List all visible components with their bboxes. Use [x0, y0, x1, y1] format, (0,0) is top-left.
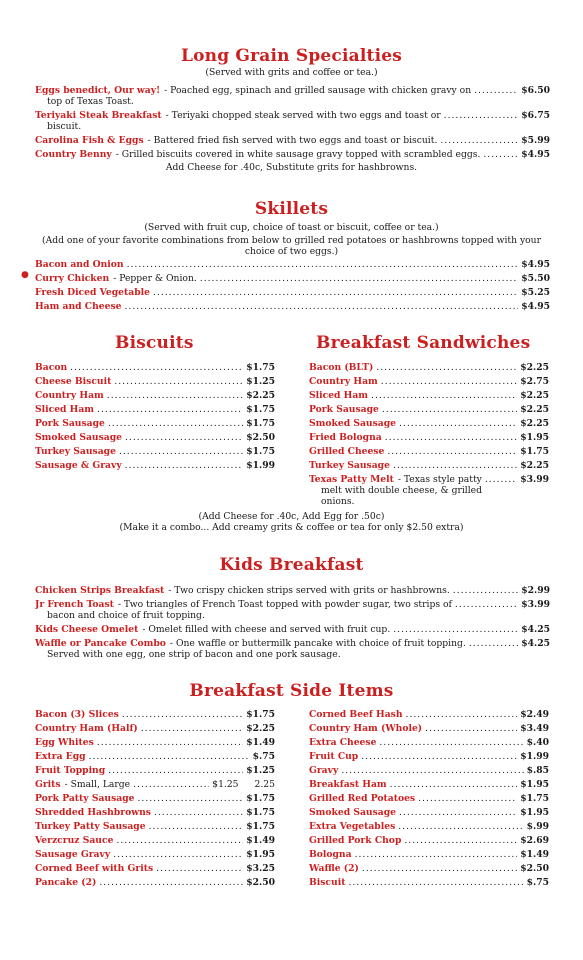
menu-item — [309, 863, 549, 874]
item-name: Verzcruz Sauce — [35, 835, 114, 846]
menu-item — [35, 807, 275, 818]
item-price: $1.25 — [246, 376, 275, 387]
item-name: Waffle or Pancake Combo — [35, 638, 166, 649]
item-description: - Two triangles of French Toast topped with powder sugar, two strips of — [117, 599, 452, 610]
item-name: Fried Bologna — [309, 432, 382, 443]
item-name: Sliced Ham — [309, 390, 369, 401]
leader-dots — [453, 585, 518, 596]
leader-dots — [108, 765, 243, 776]
leader-dots — [149, 821, 244, 832]
menu-item — [35, 287, 550, 298]
item-description: - Pepper & Onion. — [113, 273, 197, 284]
item-price: $1.75 — [246, 362, 275, 373]
menu-item — [309, 849, 549, 860]
item-price: $1.49 — [246, 737, 275, 748]
menu-item — [309, 751, 549, 762]
kids-title: Kids Breakfast — [219, 555, 364, 575]
item-name: Shredded Hashbrowns — [35, 807, 151, 818]
leader-dots — [440, 135, 518, 146]
item-price-small: $1.25 — [212, 779, 239, 790]
leader-dots — [108, 418, 243, 429]
leader-dots — [125, 432, 243, 443]
item-name: Bacon (BLT) — [309, 362, 374, 373]
item-name: Gravy — [309, 765, 339, 776]
item-price: $.75 — [252, 751, 275, 762]
menu-item — [35, 849, 275, 860]
menu-item — [309, 779, 549, 790]
long-grain-title: Long Grain Specialties — [180, 46, 403, 66]
item-price: $1.75 — [246, 446, 275, 457]
item-name: Country Ham (Half) — [35, 723, 138, 734]
leader-dots — [399, 418, 517, 429]
item-price: $2.25 — [520, 404, 549, 415]
leader-dots — [156, 863, 243, 874]
menu-item — [309, 404, 549, 415]
item-name: Pancake (2) — [35, 877, 97, 888]
item-name: Turkey Sausage — [35, 446, 116, 457]
leader-dots — [138, 793, 244, 804]
item-price: $3.25 — [246, 863, 275, 874]
menu-item — [35, 404, 275, 415]
leader-dots — [127, 259, 519, 270]
item-price: $1.49 — [520, 849, 549, 860]
skillets-note-2: (Add one of your favorite combinations from below to grilled red potatoes or hashbrowns topped with your choice of two eggs.) — [42, 235, 541, 257]
menu-item — [35, 638, 550, 649]
item-price: $5.99 — [521, 135, 550, 146]
item-price: 2.25 — [254, 779, 275, 790]
menu-item — [35, 585, 550, 596]
menu-item — [35, 793, 275, 804]
menu-item — [35, 723, 275, 734]
item-name: Smoked Sausage — [309, 807, 396, 818]
item-price: $2.50 — [246, 877, 275, 888]
item-price: $1.75 — [246, 807, 275, 818]
leader-dots — [133, 779, 209, 790]
menu-item — [309, 793, 549, 804]
menu-item — [35, 821, 275, 832]
item-name: Corned Beef with Grits — [35, 863, 154, 874]
menu-item — [309, 446, 549, 457]
leader-dots — [382, 404, 517, 415]
item-price: $2.25 — [520, 418, 549, 429]
item-name: Waffle (2) — [309, 863, 359, 874]
leader-dots — [455, 599, 518, 610]
leader-dots — [119, 446, 243, 457]
item-price: $1.75 — [246, 821, 275, 832]
menu-item — [309, 835, 549, 846]
item-price: $4.25 — [521, 624, 550, 635]
item-name: Teriyaki Steak Breakfast — [35, 110, 162, 121]
item-name: Jr French Toast — [35, 599, 114, 610]
item-price: $1.95 — [246, 849, 275, 860]
item-price: $1.75 — [520, 793, 549, 804]
item-price: $1.95 — [520, 807, 549, 818]
item-price: $4.95 — [521, 301, 550, 312]
long-grain-footnote: Add Cheese for .40c, Substitute grits for hashbrowns. — [165, 162, 418, 173]
item-price: $2.25 — [520, 362, 549, 373]
leader-dots — [393, 460, 517, 471]
item-description-cont: onions. — [321, 496, 355, 507]
leader-dots — [99, 877, 243, 888]
item-price: $3.99 — [521, 599, 550, 610]
leader-dots — [122, 709, 243, 720]
biscuits-title: Biscuits — [115, 333, 194, 353]
item-price: $1.25 — [246, 765, 275, 776]
leader-dots — [390, 779, 518, 790]
item-price: $1.95 — [520, 432, 549, 443]
item-name: Chicken Strips Breakfast — [35, 585, 165, 596]
leader-dots — [371, 390, 517, 401]
item-name: Carolina Fish & Eggs — [35, 135, 144, 146]
leader-dots — [418, 793, 517, 804]
leader-dots — [387, 446, 517, 457]
item-price: $1.99 — [246, 460, 275, 471]
leader-dots — [404, 835, 517, 846]
item-name: Sausage Gravy — [35, 849, 111, 860]
item-price: $3.99 — [520, 474, 549, 485]
item-price: $3.49 — [520, 723, 549, 734]
leader-dots — [444, 110, 519, 121]
leader-dots — [97, 737, 243, 748]
skillets-note-1: (Served with fruit cup, choice of toast or biscuit, coffee or tea.) — [144, 222, 439, 233]
item-price: $.40 — [526, 737, 549, 748]
menu-item — [309, 877, 549, 888]
leader-dots — [362, 863, 517, 874]
item-name: Ham and Cheese — [35, 301, 122, 312]
leader-dots — [399, 807, 517, 818]
item-price: $4.95 — [521, 259, 550, 270]
leader-dots — [379, 737, 523, 748]
item-price: $4.95 — [521, 149, 550, 160]
menu-item — [35, 110, 550, 121]
item-description: - Teriyaki chopped steak served with two eggs and toast or — [165, 110, 441, 121]
item-name: Kids Cheese Omelet — [35, 624, 139, 635]
item-name: Smoked Sausage — [309, 418, 396, 429]
menu-item — [309, 432, 549, 443]
long-grain-subtitle: (Served with grits and coffee or tea.) — [205, 67, 378, 78]
item-name: Grilled Red Potatoes — [309, 793, 416, 804]
menu-item — [35, 85, 550, 96]
item-name: Country Benny — [35, 149, 112, 160]
menu-item — [35, 301, 550, 312]
leader-dots — [70, 362, 243, 373]
sandwiches-title: Breakfast Sandwiches — [316, 333, 531, 353]
item-price: $2.25 — [246, 723, 275, 734]
leader-dots — [376, 362, 517, 373]
item-price: $2.49 — [520, 709, 549, 720]
menu-item — [35, 835, 275, 846]
leader-dots — [153, 287, 518, 298]
leader-dots — [113, 849, 243, 860]
item-price: $2.50 — [520, 863, 549, 874]
item-price: $2.25 — [520, 390, 549, 401]
item-name: Bacon and Onion — [35, 259, 124, 270]
menu-item — [35, 751, 275, 762]
leader-dots — [348, 877, 523, 888]
item-name: Pork Sausage — [35, 418, 105, 429]
item-name: Corned Beef Hash — [309, 709, 403, 720]
menu-item — [35, 460, 275, 471]
skillets-title: Skillets — [254, 199, 329, 219]
item-name: Country Ham (Whole) — [309, 723, 423, 734]
leader-dots — [125, 301, 519, 312]
item-price: $.99 — [526, 821, 549, 832]
menu-item — [35, 259, 550, 270]
leader-dots — [154, 807, 243, 818]
item-name: Egg Whites — [35, 737, 94, 748]
item-description: - Small, Large — [64, 779, 131, 790]
item-name: Sausage & Gravy — [35, 460, 122, 471]
menu-item — [309, 390, 549, 401]
item-price: $1.75 — [246, 418, 275, 429]
item-price: $2.75 — [520, 376, 549, 387]
leader-dots — [469, 638, 518, 649]
item-price: $2.99 — [521, 585, 550, 596]
sides-title: Breakfast Side Items — [189, 681, 394, 701]
item-name: Extra Vegetables — [309, 821, 396, 832]
menu-item — [35, 446, 275, 457]
item-description: - Poached egg, spinach and grilled sausage with chicken gravy on — [164, 85, 472, 96]
item-price: $2.50 — [246, 432, 275, 443]
leader-dots — [116, 835, 243, 846]
item-price: $2.69 — [520, 835, 549, 846]
item-description: - Two crispy chicken strips served with grits or hashbrowns. — [168, 585, 450, 596]
menu-item — [35, 418, 275, 429]
item-price: $4.25 — [521, 638, 550, 649]
item-price: $1.75 — [246, 404, 275, 415]
menu-item — [309, 709, 549, 720]
item-description-cont: melt with double cheese, & grilled — [321, 485, 482, 496]
item-price: $1.75 — [520, 446, 549, 457]
leader-dots — [485, 474, 517, 485]
item-name: Turkey Patty Sausage — [35, 821, 146, 832]
item-description: - One waffle or buttermilk pancake with choice of fruit topping. — [169, 638, 466, 649]
item-description-cont: Served with one egg, one strip of bacon and one pork sausage. — [47, 649, 341, 660]
menu-item — [35, 877, 275, 888]
item-name: Biscuit — [309, 877, 346, 888]
item-price: $5.25 — [521, 287, 550, 298]
item-name: Bacon (3) Slices — [35, 709, 119, 720]
leader-dots — [107, 390, 243, 401]
menu-item — [35, 863, 275, 874]
item-price: $1.95 — [520, 779, 549, 790]
leader-dots — [425, 723, 517, 734]
chili-pepper-icon: ● — [21, 270, 29, 280]
item-name: Fruit Topping — [35, 765, 106, 776]
item-name: Grilled Cheese — [309, 446, 385, 457]
leader-dots — [393, 624, 518, 635]
item-name: Turkey Sausage — [309, 460, 390, 471]
leader-dots — [125, 460, 244, 471]
item-description-cont: top of Texas Toast. — [47, 96, 134, 107]
item-price: $.85 — [526, 765, 549, 776]
sandwiches-note-1: (Add Cheese for .40c, Add Egg for .50c) — [198, 511, 385, 522]
leader-dots — [483, 149, 518, 160]
item-name: Country Ham — [309, 376, 378, 387]
menu-item — [35, 709, 275, 720]
menu-item — [309, 723, 549, 734]
leader-dots — [381, 376, 517, 387]
leader-dots — [398, 821, 523, 832]
item-price: $5.50 — [521, 273, 550, 284]
menu-item — [35, 624, 550, 635]
item-description: - Omelet filled with cheese and served with fruit cup. — [142, 624, 391, 635]
item-price: $2.25 — [520, 460, 549, 471]
leader-dots — [474, 85, 518, 96]
item-description: - Battered fried fish served with two eggs and toast or biscuit. — [147, 135, 438, 146]
item-name: Pork Sausage — [309, 404, 379, 415]
leader-dots — [385, 432, 517, 443]
item-name: Extra Cheese — [309, 737, 377, 748]
item-name: Grits — [35, 779, 61, 790]
item-name: Smoked Sausage — [35, 432, 122, 443]
item-description: - Grilled biscuits covered in white sausage gravy topped with scrambled eggs. — [115, 149, 481, 160]
item-name: Breakfast Ham — [309, 779, 387, 790]
item-price: $6.50 — [521, 85, 550, 96]
menu-item — [35, 135, 550, 146]
menu-item — [35, 149, 550, 160]
menu-item — [35, 432, 275, 443]
menu-item — [309, 460, 549, 471]
item-name: Texas Patty Melt — [309, 474, 394, 485]
menu-item — [309, 765, 549, 776]
menu-item — [309, 376, 549, 387]
leader-dots — [406, 709, 518, 720]
sandwiches-note-2: (Make it a combo... Add creamy grits & coffee or tea for only $2.50 extra) — [119, 522, 464, 533]
menu-item — [35, 779, 275, 790]
menu-item — [309, 362, 549, 373]
item-price: $.75 — [526, 877, 549, 888]
menu-item — [309, 737, 549, 748]
menu-item — [35, 376, 275, 387]
item-price: $2.25 — [246, 390, 275, 401]
item-price: $1.49 — [246, 835, 275, 846]
item-name: Cheese Biscuit — [35, 376, 112, 387]
item-name: Fresh Diced Vegetable — [35, 287, 150, 298]
item-price: $1.75 — [246, 709, 275, 720]
menu-item — [35, 390, 275, 401]
item-description: - Texas style patty — [397, 474, 482, 485]
menu-item — [35, 765, 275, 776]
item-name: Sliced Ham — [35, 404, 95, 415]
item-name: Grilled Pork Chop — [309, 835, 402, 846]
item-name: Country Ham — [35, 390, 104, 401]
item-description-cont: biscuit. — [47, 121, 82, 132]
item-price: $1.75 — [246, 793, 275, 804]
menu-item — [309, 821, 549, 832]
item-name: Curry Chicken — [35, 273, 110, 284]
item-name: Pork Patty Sausage — [35, 793, 135, 804]
item-name: Extra Egg — [35, 751, 86, 762]
item-name: Fruit Cup — [309, 751, 359, 762]
leader-dots — [114, 376, 243, 387]
menu-item — [309, 418, 549, 429]
leader-dots — [355, 849, 518, 860]
menu-item — [35, 599, 550, 610]
menu-item — [35, 362, 275, 373]
item-name: Eggs benedict, Our way! — [35, 85, 161, 96]
item-name: Bacon — [35, 362, 68, 373]
item-price: $6.75 — [521, 110, 550, 121]
leader-dots — [341, 765, 523, 776]
leader-dots — [141, 723, 243, 734]
leader-dots — [97, 404, 243, 415]
item-price: $1.99 — [520, 751, 549, 762]
menu-item — [309, 474, 549, 485]
leader-dots — [361, 751, 517, 762]
item-description-cont: bacon and choice of fruit topping. — [47, 610, 205, 621]
menu-item — [35, 273, 550, 284]
menu-item — [309, 807, 549, 818]
item-name: Bologna — [309, 849, 352, 860]
leader-dots — [200, 273, 518, 284]
leader-dots — [89, 751, 250, 762]
menu-item — [35, 737, 275, 748]
